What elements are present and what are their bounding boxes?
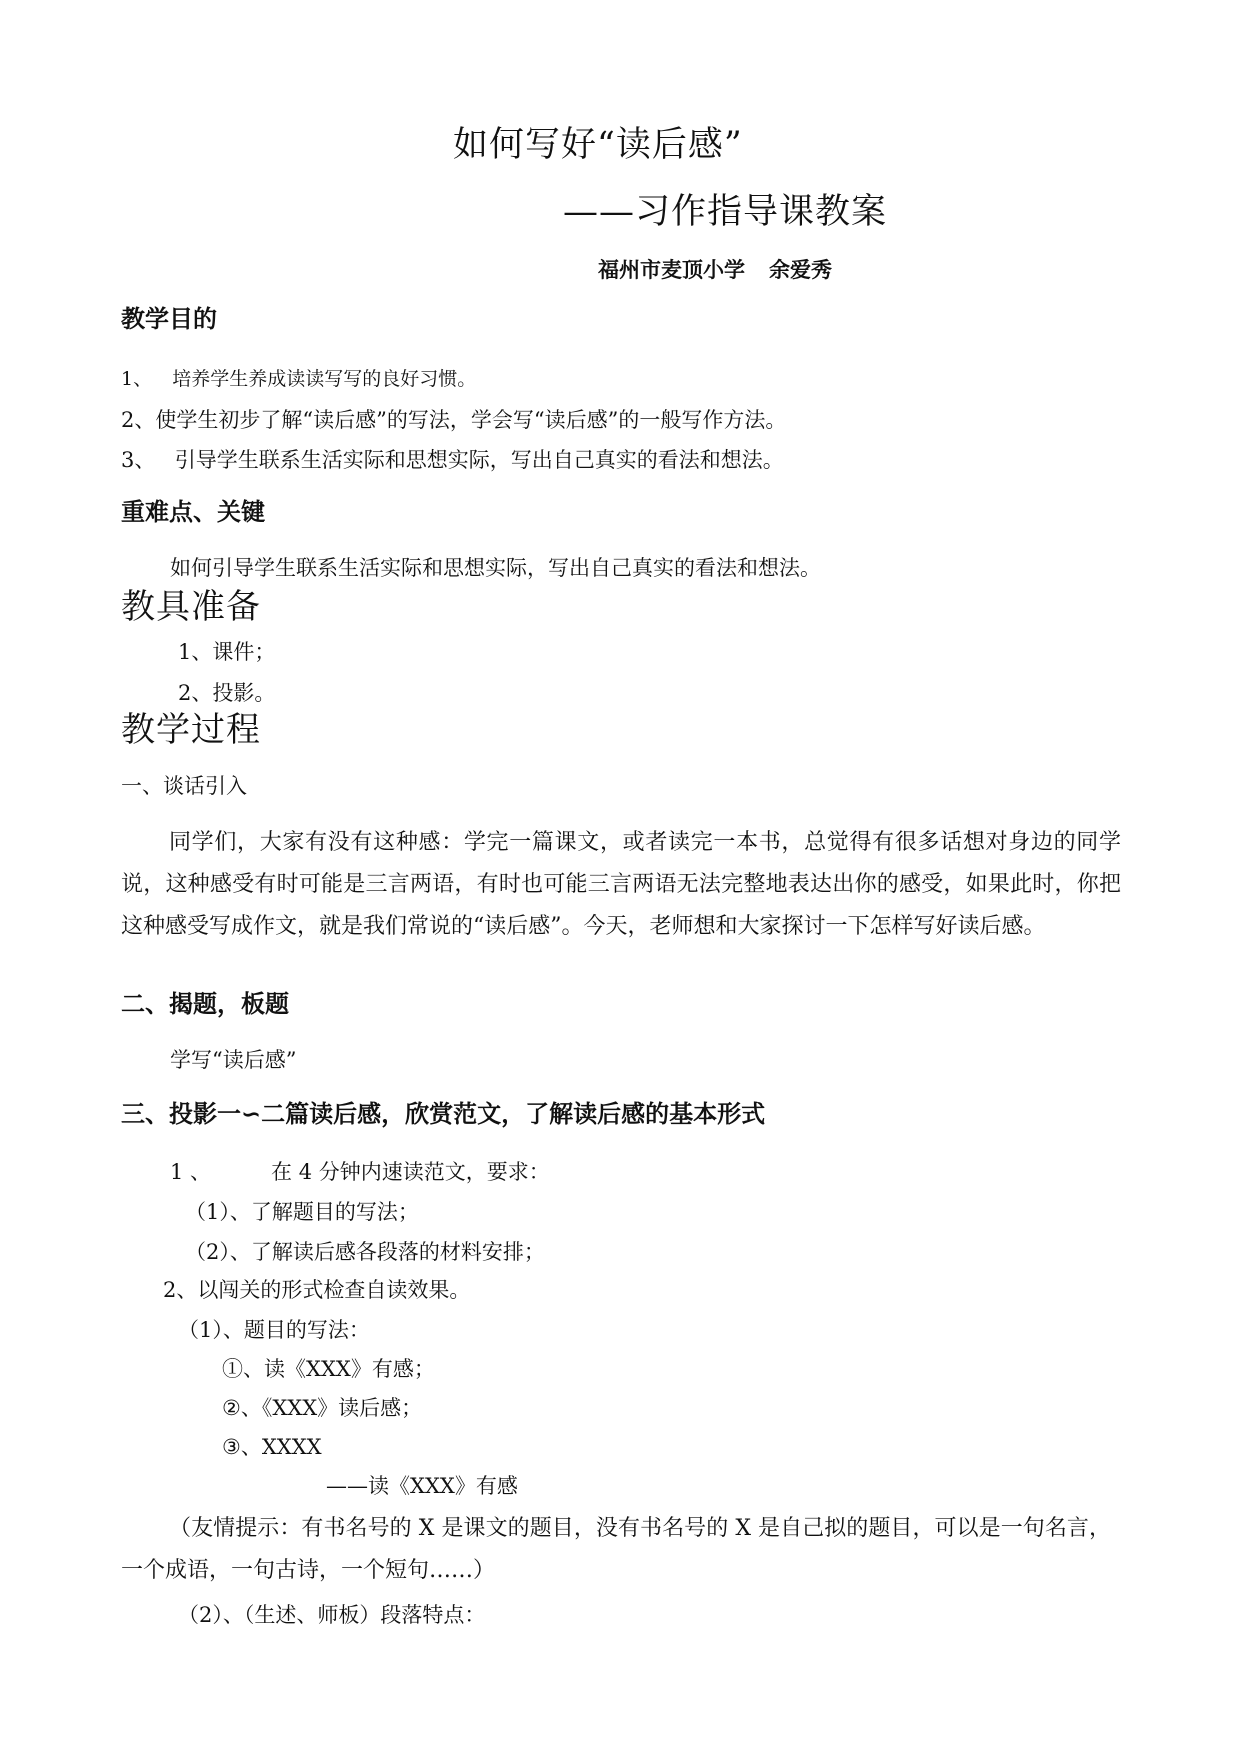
step-item: 2、以闯关的形式检查自读效果。 [163,1278,471,1302]
title-format: ①、读《XXX》有感； [222,1357,435,1381]
objective-text: 使学生初步了解“读后感”的写法，学会写“读后感”的一般写作方法。 [155,408,787,432]
section-heading: 二、揭题，板题 [121,990,289,1018]
author-name: 余爱秀 [769,258,832,282]
objectives-heading: 教学目的 [121,305,217,333]
step-text: 在 4 分钟内速读范文，要求： [271,1160,550,1184]
step-subitem: （1）、了解题目的写法； [185,1200,419,1224]
objective-item [121,450,784,471]
objective-number: 1、 [121,368,153,390]
materials-item: 2、投影。 [178,681,276,705]
title-format: ②、《XXX》读后感； [222,1396,423,1420]
step-item [170,1162,550,1183]
objective-text: 引导学生联系生活实际和思想实际，写出自己真实的看法和想法。 [174,448,784,472]
objective-text: 培养学生养成读读写写的良好习惯。 [172,368,477,390]
section-paragraph: 同学们，大家有没有这种感：学完一篇课文，或者读完一本书，总觉得有很多话想对身边的同学说，这种感受有时可能是三言两语，有时也可能三言两语无法完整地表达出你的感受，如果此时，你把这种感受写成作文，就是我们常说的“读后感”。今天，老师想和大家探讨一下怎样写好读后感。 [121,830,1121,939]
title-format: ③、XXXX [222,1435,322,1459]
objective-number: 2、 [121,408,156,432]
section-heading: 一、谈话引入 [121,774,247,798]
page-subtitle: ——习作指导课教案 [563,192,888,232]
materials-heading: 教具准备 [121,587,261,627]
page-title: 如何写好“读后感” [453,125,743,165]
step-subitem: （2）、（生述、师板）段落特点： [178,1603,486,1627]
author-line [598,260,832,281]
objective-item [121,410,786,431]
section-heading: 三、投影一∽二篇读后感，欣赏范文，了解读后感的基本形式 [121,1100,766,1128]
objective-item [121,370,476,389]
key-points-text: 如何引导学生联系生活实际和思想实际，写出自己真实的看法和想法。 [170,556,821,580]
key-points-heading: 重难点、关键 [121,498,265,526]
author-school: 福州市麦顶小学 [598,258,745,282]
section-text: 学写“读后感” [170,1048,297,1072]
step-subitem: （1）、题目的写法： [178,1318,370,1342]
title-format-sub: ——读《XXX》有感 [326,1474,518,1498]
step-number: 1 、 [170,1160,212,1184]
step-subitem: （2）、了解读后感各段落的材料安排； [185,1240,545,1264]
process-heading: 教学过程 [121,710,261,750]
materials-item: 1、课件； [178,640,276,664]
tip-paragraph: （友情提示：有书名号的 X 是课文的题目，没有书名号的 X 是自己拟的题目，可以是一句名言，一个成语，一句古诗，一个短句……） [121,1516,1111,1583]
objective-number: 3、 [121,448,156,472]
